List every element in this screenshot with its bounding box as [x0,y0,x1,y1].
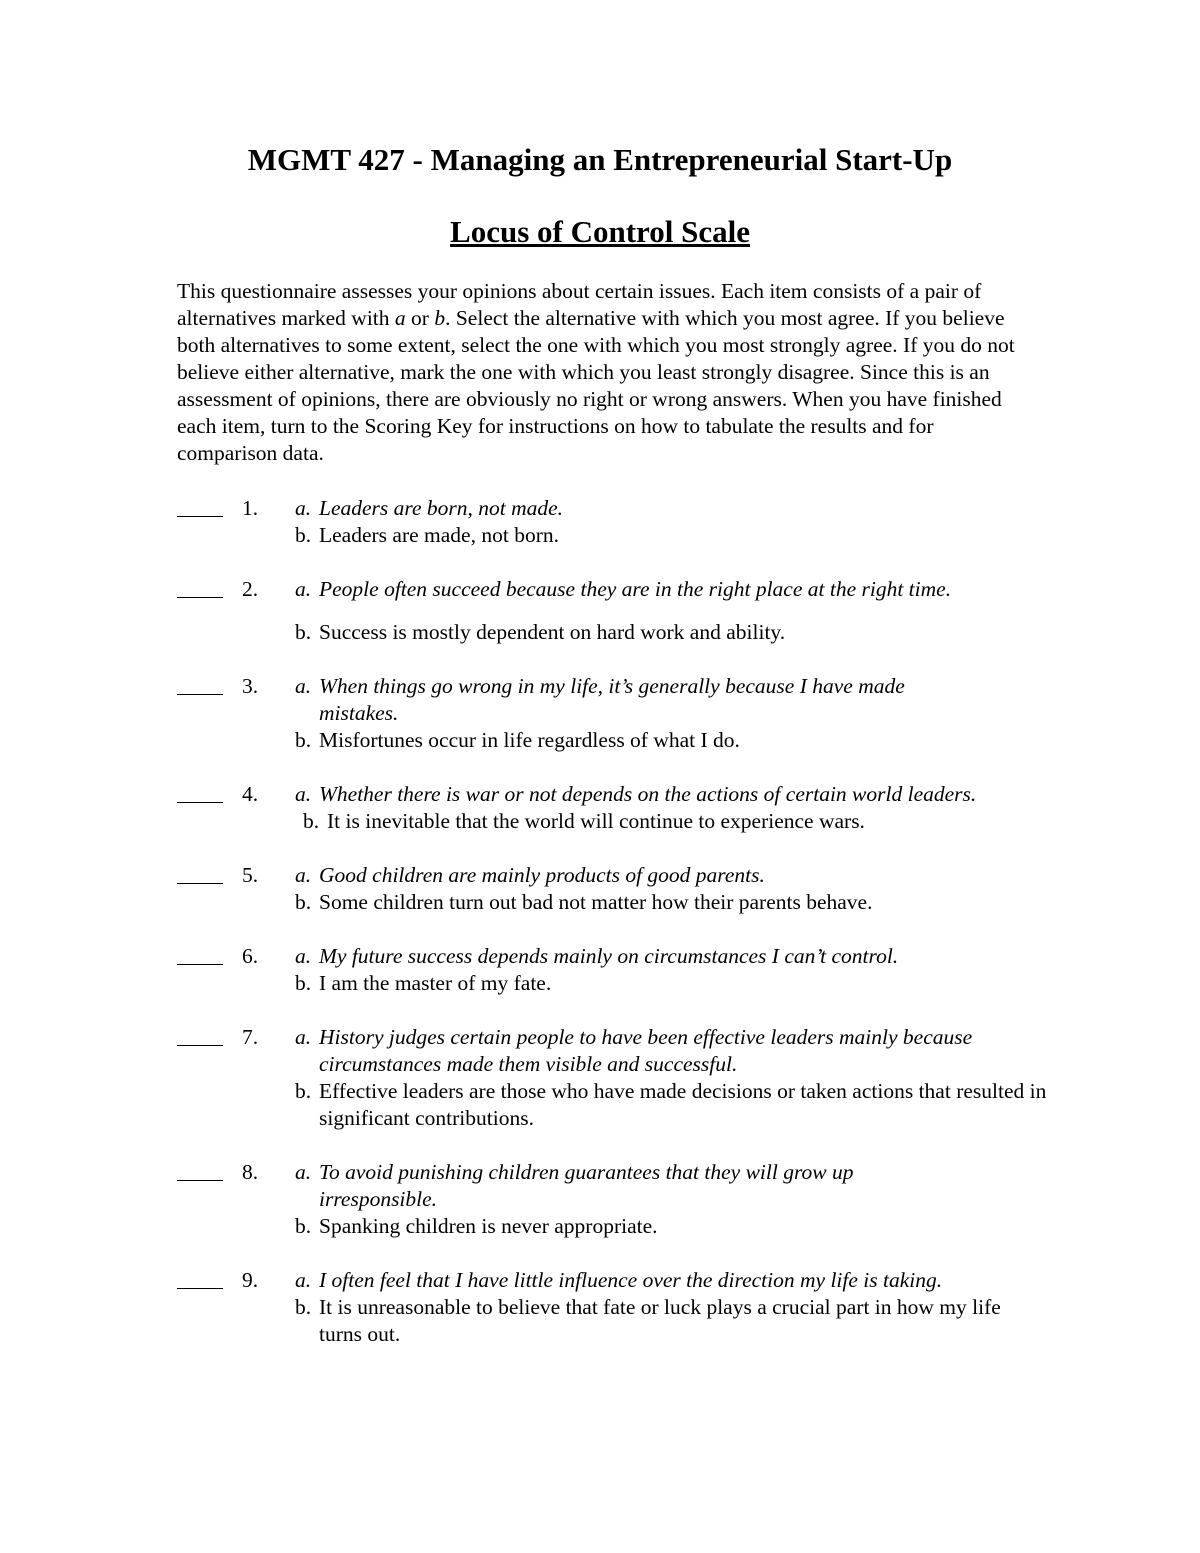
option-a [295,781,979,808]
option-a-text: My future success depends mainly on circumstances I can’t control. [319,944,899,968]
option-a [295,673,979,727]
page-title: MGMT 427 - Managing an Entrepreneurial Start-Up [247,142,953,177]
intro-text-3: . Select the alternative with which you most agree. If you believe both alternatives to some extent, select the one with which you most strongly agree. If you do not believe either alternative, mark the one with which you least strongly disagree. Since this is an assessment of opinions, there are obviously no right or wrong answers. When you have finished each item, turn to the Scoring Key for instructions on how to tabulate the results and for comparison data. [177,306,1015,465]
option-a-letter: a. [295,577,312,601]
option-a [295,943,1049,970]
question-item [0,576,1200,646]
option-a-letter: a. [295,863,312,887]
question-number: 4. [242,782,259,806]
intro-letter-a: a [394,306,406,330]
option-b-text: Success is mostly dependent on hard work and ability. [319,620,786,644]
option-b [295,970,1049,997]
option-b-letter: b. [295,728,312,752]
option-b-text: Some children turn out bad not matter how their parents behave. [319,890,873,914]
option-a-text: History judges certain people to have been effective leaders mainly because circumstances made them visible and successful. [319,1025,973,1076]
option-b [295,889,1049,916]
question-number: 5. [242,863,259,887]
option-a-text: To avoid punishing children guarantees that they will grow up irresponsible. [319,1160,854,1211]
option-b-text: Spanking children is never appropriate. [319,1214,658,1238]
question-item [0,1267,1200,1348]
question-number: 6. [242,944,259,968]
option-b-text: It is inevitable that the world will continue to experience wars. [327,809,865,833]
option-a-letter: a. [295,496,312,520]
option-b-letter: b. [295,1295,312,1319]
intro-text-2: or [405,306,435,330]
page-subtitle: Locus of Control Scale [450,214,750,249]
option-b-letter: b. [295,620,312,644]
question-item [0,943,1200,997]
option-b [295,1213,1049,1240]
option-a-letter: a. [295,782,312,806]
option-b-text: It is unreasonable to believe that fate or luck plays a crucial part in how my life turns out. [319,1295,1001,1346]
option-a [295,1267,1079,1294]
question-item [0,495,1200,549]
option-b-text: I am the master of my fate. [319,971,552,995]
option-b [295,1294,1019,1348]
question-item [0,862,1200,916]
option-b-letter: b. [295,1214,312,1238]
question-number: 1. [242,496,259,520]
answer-blank[interactable] [177,495,223,522]
question-item [0,781,1200,835]
answer-blank[interactable] [177,1159,223,1186]
option-b-letter: b. [295,890,312,914]
option-b-letter: b. [303,809,320,833]
question-number: 8. [242,1160,259,1184]
answer-blank[interactable] [177,576,223,603]
answer-blank[interactable] [177,1267,223,1294]
option-b-letter: b. [295,523,312,547]
option-a-text: People often succeed because they are in the right place at the right time. [319,577,952,601]
option-a-letter: a. [295,944,312,968]
option-a-text: I often feel that I have little influence over the direction my life is taking. [319,1268,943,1292]
option-a-text: Whether there is war or not depends on the actions of certain world leaders. [319,782,977,806]
answer-blank[interactable] [177,781,223,808]
answer-blank[interactable] [177,1024,223,1051]
option-a [295,862,1049,889]
option-b-text: Misfortunes occur in life regardless of what I do. [319,728,740,752]
option-a-letter: a. [295,1160,312,1184]
intro-letter-b: b [434,306,446,330]
option-a-letter: a. [295,674,312,698]
question-item [0,673,1200,754]
option-b-text: Leaders are made, not born. [319,523,559,547]
option-b-letter: b. [295,1079,312,1103]
intro-paragraph [177,278,1037,467]
question-number: 7. [242,1025,259,1049]
answer-blank[interactable] [177,673,223,700]
question-item [0,1024,1200,1132]
option-a [295,495,1049,522]
question-item [0,1159,1200,1240]
answer-blank[interactable] [177,862,223,889]
option-b [295,727,1049,754]
option-b [303,808,1057,835]
option-a [295,576,1079,603]
option-b-text: Effective leaders are those who have made decisions or taken actions that resulted in significant contributions. [319,1079,1047,1130]
intro-text-1: This questionnaire assesses your opinions about certain issues. Each item consists of a pair of alternatives marked with [177,279,982,330]
question-list [0,495,1200,1348]
option-a-text: Good children are mainly products of good parents. [319,863,765,887]
option-a-letter: a. [295,1025,312,1049]
option-a [295,1159,959,1213]
option-b [295,619,1049,646]
option-b [295,1078,1049,1132]
question-number: 9. [242,1268,259,1292]
option-a [295,1024,1019,1078]
option-b [295,522,1049,549]
question-number: 2. [242,577,259,601]
answer-blank[interactable] [177,943,223,970]
question-number: 3. [242,674,259,698]
option-a-letter: a. [295,1268,312,1292]
option-b-letter: b. [295,971,312,995]
option-a-text: When things go wrong in my life, it’s generally because I have made mistakes. [319,674,905,725]
option-a-text: Leaders are born, not made. [319,496,564,520]
